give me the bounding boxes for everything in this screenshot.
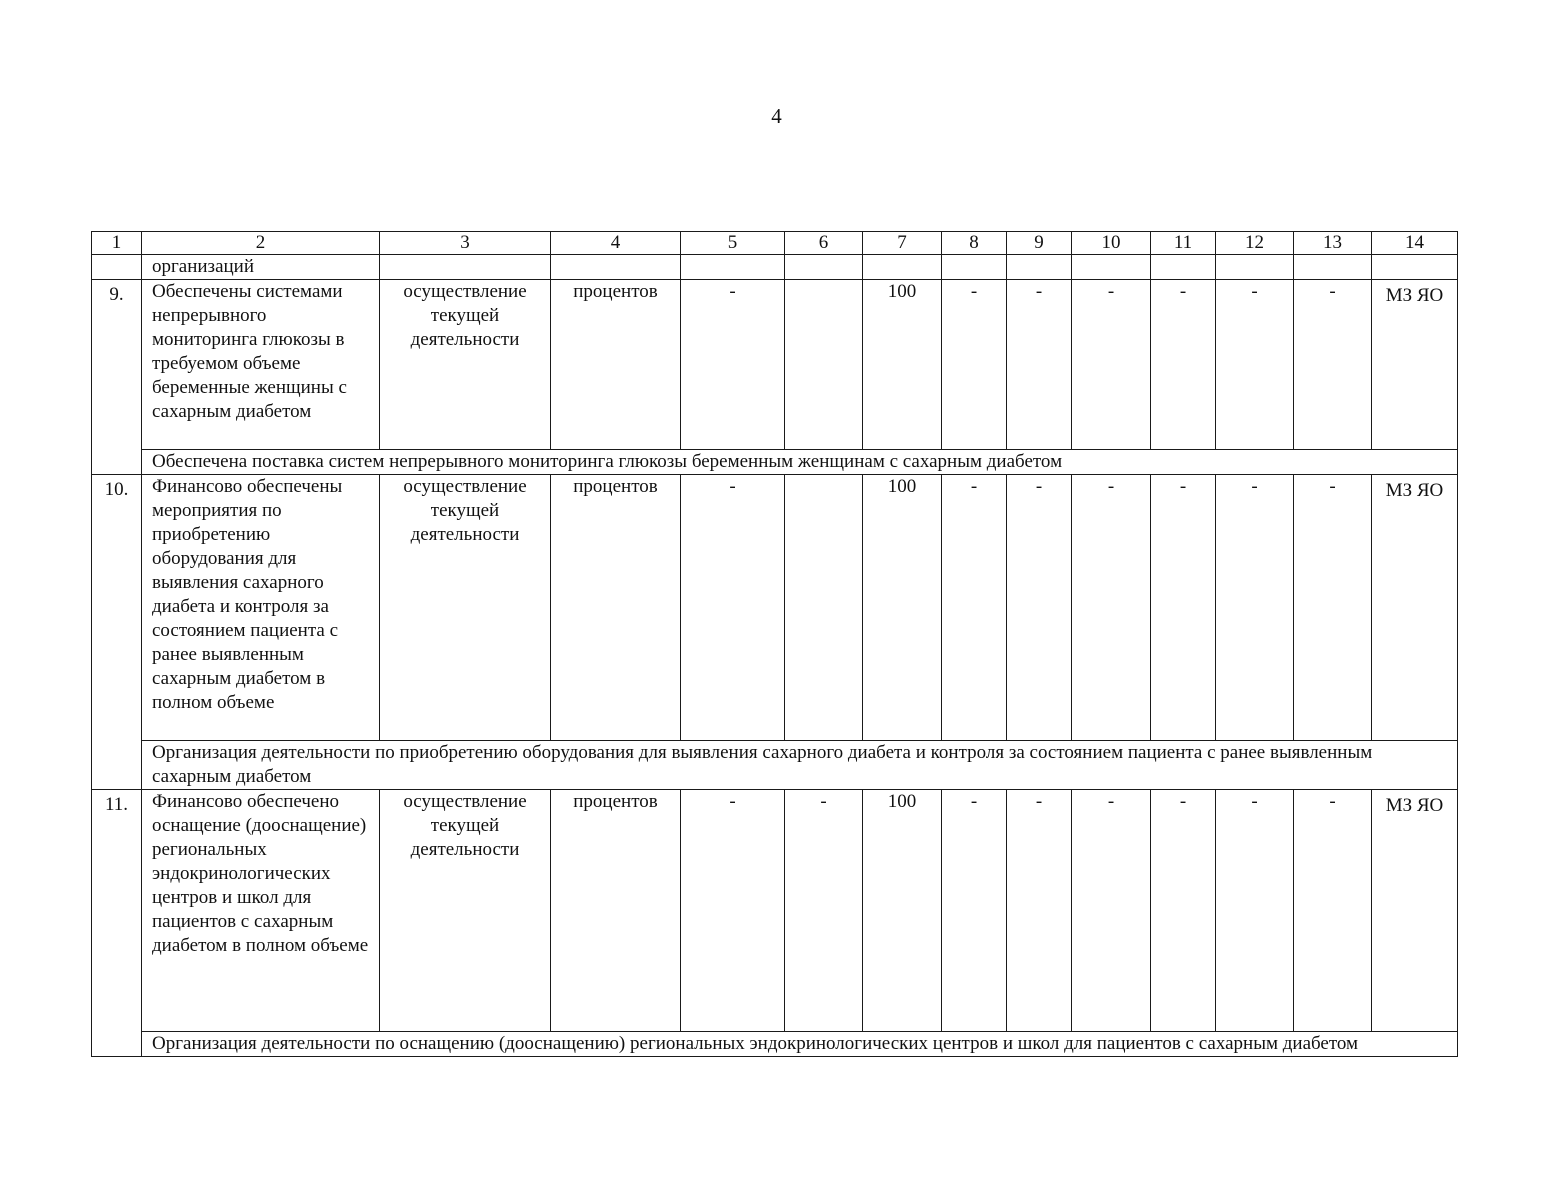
cell-6: - [785,790,863,1032]
responsible-cell: МЗ ЯО [1372,280,1458,450]
result-type: осуществление текущей деятельности [380,280,551,450]
responsible-cell: МЗ ЯО [1372,475,1458,741]
header-cell: 2 [142,232,380,255]
cell-9: - [1007,790,1072,1032]
cell-8: - [942,790,1007,1032]
description-row [92,1032,1458,1057]
cell-7: 100 [863,280,942,450]
header-cell: 3 [380,232,551,255]
cell-8: - [942,475,1007,741]
cell-9: - [1007,475,1072,741]
header-cell: 10 [1072,232,1151,255]
description-row [92,450,1458,475]
row-description: Организация деятельности по приобретению оборудования для выявления сахарного диабета и контроля за состоянием пациента с ранее выявленным сахарным диабетом [142,741,1458,790]
result-name: Финансово обеспечено оснащение (дооснащение) региональных эндокринологических центров и школ для пациентов с сахарным диабетом в полном объеме [142,790,380,1032]
header-cell: 4 [551,232,681,255]
header-cell: 6 [785,232,863,255]
header-cell: 9 [1007,232,1072,255]
cell-6 [785,280,863,450]
header-cell: 7 [863,232,942,255]
results-table [91,231,1458,1057]
cell-12: - [1216,475,1294,741]
header-cell: 14 [1372,232,1458,255]
cell-7: 100 [863,475,942,741]
row-description: Обеспечена поставка систем непрерывного мониторинга глюкозы беременным женщинам с сахарным диабетом [142,450,1458,475]
cell-9: - [1007,280,1072,450]
row-number: 9. [92,280,142,475]
header-cell: 1 [92,232,142,255]
cell-5: - [681,475,785,741]
result-type: осуществление текущей деятельности [380,475,551,741]
cell-5: - [681,280,785,450]
header-cell: 8 [942,232,1007,255]
result-name: Обеспечены системами непрерывного мониторинга глюкозы в требуемом объеме беременные женщины с сахарным диабетом [142,280,380,450]
cell-11: - [1151,790,1216,1032]
cell-10: - [1072,475,1151,741]
result-name: Финансово обеспечены мероприятия по приобретению оборудования для выявления сахарного диабета и контроля за состоянием пациента с ранее выявленным сахарным диабетом в полном объеме [142,475,380,741]
cell-11: - [1151,475,1216,741]
cell-7: 100 [863,790,942,1032]
page-number: 4 [771,104,782,128]
responsible-cell: МЗ ЯО [1372,790,1458,1032]
cell-10: - [1072,280,1151,450]
continuation-text: организаций [142,255,380,280]
cell-13: - [1294,790,1372,1032]
table-row [92,280,1458,450]
continuation-row [92,255,1458,280]
cell-13: - [1294,475,1372,741]
header-cell: 12 [1216,232,1294,255]
row-number: 10. [92,475,142,790]
table-row [92,475,1458,741]
cell-8: - [942,280,1007,450]
cell-12: - [1216,790,1294,1032]
cell-13: - [1294,280,1372,450]
cell-11: - [1151,280,1216,450]
header-cell: 13 [1294,232,1372,255]
row-description: Организация деятельности по оснащению (дооснащению) региональных эндокринологических центров и школ для пациентов с сахарным диабетом [142,1032,1458,1057]
result-type: осуществление текущей деятельности [380,790,551,1032]
header-row [92,232,1458,255]
header-cell: 5 [681,232,785,255]
unit-cell: процентов [551,790,681,1032]
cell-10: - [1072,790,1151,1032]
row-number: 11. [92,790,142,1057]
cell-12: - [1216,280,1294,450]
cell-5: - [681,790,785,1032]
cell-6 [785,475,863,741]
table-row [92,790,1458,1032]
description-row [92,741,1458,790]
unit-cell: процентов [551,475,681,741]
unit-cell: процентов [551,280,681,450]
header-cell: 11 [1151,232,1216,255]
